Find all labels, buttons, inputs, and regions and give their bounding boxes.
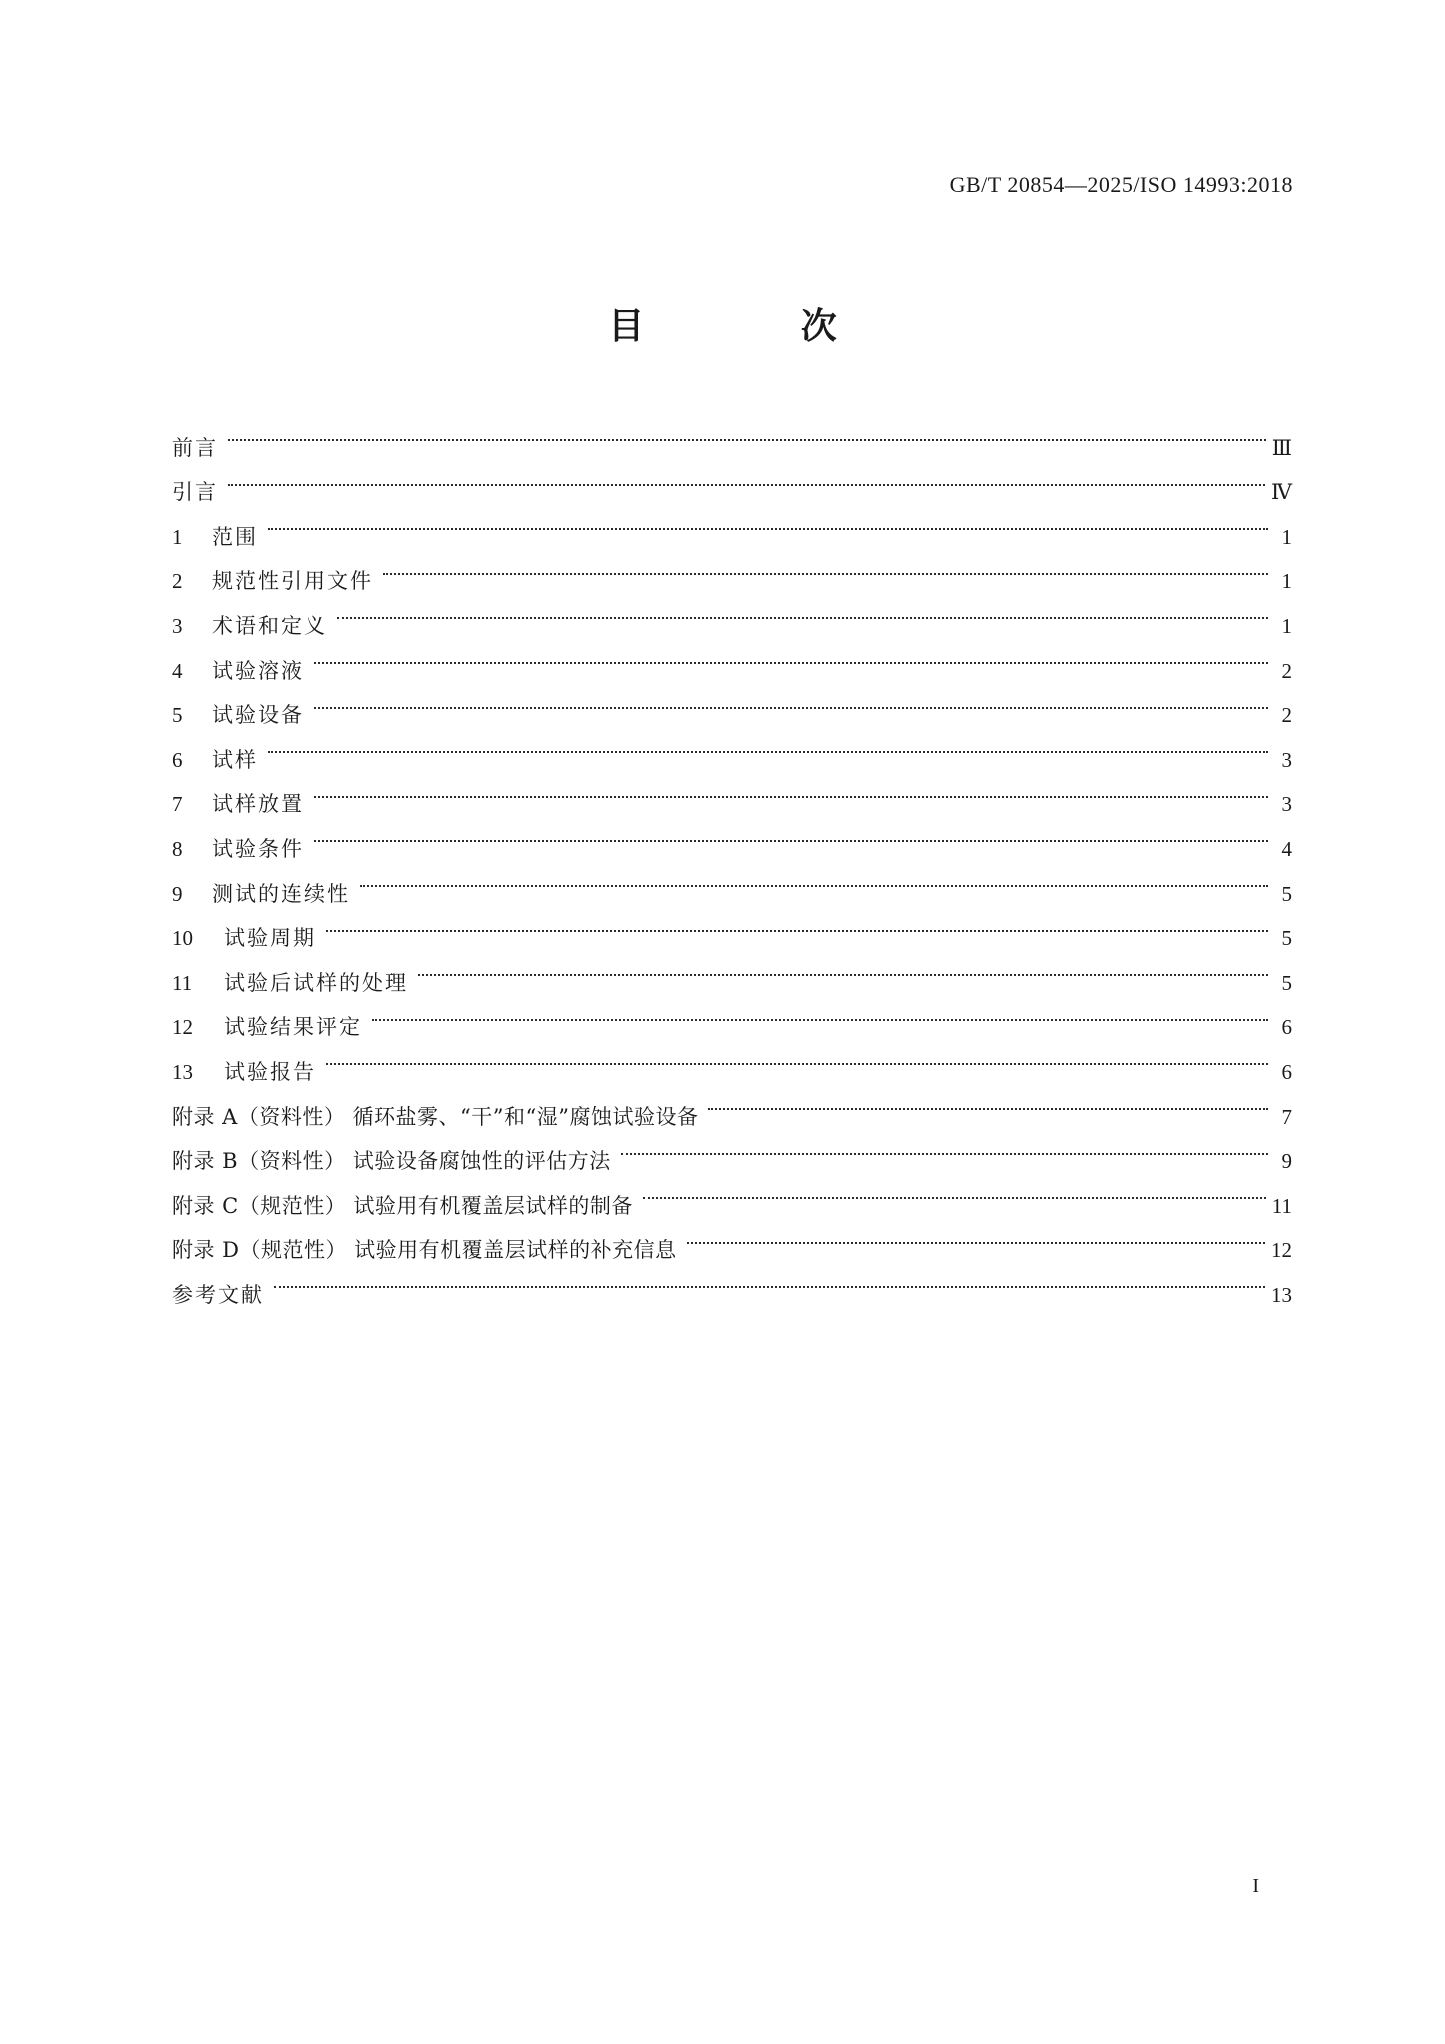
- toc-entry-title: 试验结果评定: [224, 1015, 362, 1040]
- toc-entry-page: 2: [1281, 703, 1292, 728]
- toc-entry[interactable]: [172, 410, 1292, 460]
- toc-entry[interactable]: [172, 1034, 1292, 1084]
- toc-entry-number: 8: [172, 836, 183, 861]
- page-title: 目 次: [608, 306, 909, 347]
- toc-entry-title: 试样: [212, 747, 258, 772]
- toc-entry-page: 4: [1281, 836, 1292, 861]
- toc-leader-dots: [274, 1257, 1265, 1302]
- toc-entry-title: 试验报告: [224, 1059, 316, 1084]
- toc-entry-page: 5: [1281, 970, 1292, 995]
- toc-entry-title: 附录 D（规范性） 试验用有机覆盖层试样的补充信息: [172, 1238, 677, 1263]
- toc-entry-page: 6: [1281, 1059, 1292, 1084]
- toc-entry-title: 规范性引用文件: [212, 569, 373, 594]
- toc-entry-page: 9: [1281, 1149, 1292, 1174]
- toc-entry-title: 试验条件: [212, 836, 304, 861]
- toc-leader-dots: [314, 811, 1268, 856]
- toc-entry-title: 参考文献: [172, 1282, 264, 1307]
- toc-entry-number: 13: [172, 1059, 193, 1084]
- toc-entry-title: 试验周期: [224, 926, 316, 951]
- toc-entry-title: 范围: [212, 524, 258, 549]
- toc-leader-dots: [383, 544, 1268, 589]
- toc-entry-title: 测试的连续性: [212, 881, 350, 906]
- toc-entry-number: 3: [172, 613, 183, 638]
- toc-entry-page: 5: [1281, 881, 1292, 906]
- toc-entry-number: 5: [172, 703, 183, 728]
- standard-code-header: GB/T 20854—2025/ISO 14993:2018: [949, 172, 1293, 197]
- toc-leader-dots: [360, 856, 1268, 901]
- toc-entry-title: 附录 A（资料性） 循环盐雾、“干”和“湿”腐蚀试验设备: [172, 1104, 699, 1129]
- toc-entry-page: 12: [1271, 1238, 1292, 1263]
- toc-entry-page: 5: [1281, 926, 1292, 951]
- toc-entry-page: 1: [1281, 569, 1292, 594]
- toc-entry-number: 2: [172, 569, 183, 594]
- toc-entry-number: 9: [172, 881, 183, 906]
- toc-entry[interactable]: [172, 901, 1292, 951]
- toc-entry-page: 3: [1281, 792, 1292, 817]
- toc-entry-number: 10: [172, 926, 193, 951]
- toc-entry-title: 前言: [172, 435, 218, 460]
- toc-entry-page: Ⅲ: [1271, 435, 1292, 460]
- toc-entry-title: 附录 C（规范性） 试验用有机覆盖层试样的制备: [172, 1193, 633, 1218]
- toc-entry[interactable]: [172, 767, 1292, 817]
- toc-entry[interactable]: [172, 1257, 1292, 1307]
- toc-entry-title: 术语和定义: [212, 613, 327, 638]
- toc-leader-dots: [326, 901, 1268, 946]
- toc-entry-title: 附录 B（资料性） 试验设备腐蚀性的评估方法: [172, 1149, 611, 1174]
- toc-leader-dots: [687, 1213, 1265, 1258]
- toc-entry[interactable]: [172, 499, 1292, 549]
- toc-entry[interactable]: [172, 455, 1292, 505]
- toc-leader-dots: [268, 722, 1268, 767]
- toc-leader-dots: [372, 990, 1268, 1035]
- toc-leader-dots: [418, 945, 1268, 990]
- toc-leader-dots: [621, 1124, 1268, 1169]
- toc-entry-number: 6: [172, 747, 183, 772]
- toc-entry-title: 试验溶液: [212, 658, 304, 683]
- toc-leader-dots: [643, 1168, 1266, 1213]
- toc-entry-title: 引言: [172, 480, 218, 505]
- toc-entry-page: 11: [1271, 1193, 1292, 1218]
- table-of-contents: [172, 410, 1292, 1307]
- toc-leader-dots: [326, 1034, 1268, 1079]
- toc-leader-dots: [314, 633, 1268, 678]
- toc-entry[interactable]: [172, 1079, 1292, 1129]
- toc-entry-number: 1: [172, 524, 183, 549]
- page-number: I: [1252, 1875, 1259, 1897]
- toc-entry-page: Ⅳ: [1271, 480, 1292, 505]
- toc-entry-page: 6: [1281, 1015, 1292, 1040]
- toc-entry[interactable]: [172, 544, 1292, 594]
- toc-leader-dots: [268, 499, 1268, 544]
- toc-entry[interactable]: [172, 856, 1292, 906]
- toc-entry-number: 4: [172, 658, 183, 683]
- toc-entry-title: 试样放置: [212, 792, 304, 817]
- toc-entry-page: 1: [1281, 524, 1292, 549]
- toc-entry-page: 1: [1281, 613, 1292, 638]
- toc-entry-page: 2: [1281, 658, 1292, 683]
- toc-entry[interactable]: [172, 945, 1292, 995]
- toc-leader-dots: [228, 410, 1266, 455]
- toc-entry-number: 12: [172, 1015, 193, 1040]
- toc-entry[interactable]: [172, 633, 1292, 683]
- toc-leader-dots: [314, 678, 1268, 723]
- toc-entry[interactable]: [172, 722, 1292, 772]
- toc-entry-number: 7: [172, 792, 183, 817]
- toc-entry-title: 试验后试样的处理: [224, 970, 408, 995]
- toc-entry-page: 3: [1281, 747, 1292, 772]
- toc-entry[interactable]: [172, 678, 1292, 728]
- toc-leader-dots: [228, 455, 1265, 500]
- toc-entry-page: 7: [1281, 1104, 1292, 1129]
- toc-leader-dots: [708, 1079, 1268, 1124]
- toc-leader-dots: [314, 767, 1268, 812]
- toc-entry-page: 13: [1271, 1282, 1292, 1307]
- toc-leader-dots: [337, 588, 1268, 633]
- toc-entry[interactable]: [172, 588, 1292, 638]
- toc-entry-number: 11: [172, 970, 193, 995]
- toc-entry[interactable]: [172, 811, 1292, 861]
- toc-entry-title: 试验设备: [212, 703, 304, 728]
